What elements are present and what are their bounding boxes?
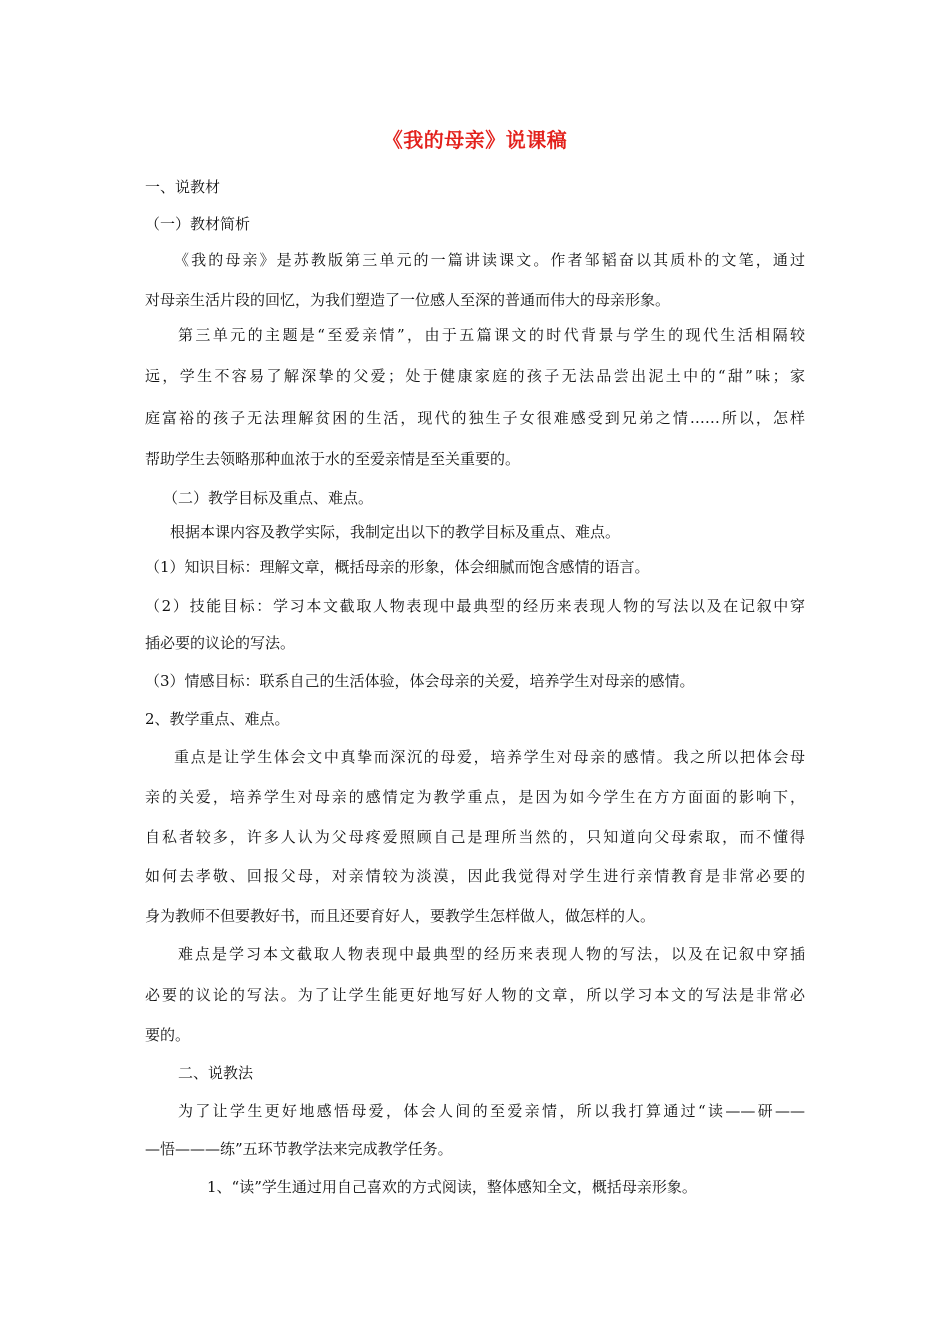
paragraph-line: 身为教师不但要教好书，而且还要育好人，要教学生怎样做人，做怎样的人。 — [145, 907, 656, 925]
paragraph-line: 难点是学习本文截取人物表现中最典型的经历来表现人物的写法，以及在记叙中穿插 — [178, 945, 805, 963]
paragraph-line: 庭富裕的孩子无法理解贫困的生活，现代的独生子女很难感受到兄弟之情……所以，怎样 — [145, 409, 805, 427]
section-heading-teaching-method: 二、说教法 — [178, 1064, 254, 1082]
paragraph-line: 根据本课内容及教学实际，我制定出以下的教学目标及重点、难点。 — [170, 523, 621, 541]
document-title: 《我的母亲》说课稿 — [382, 128, 568, 152]
subsection-heading-analysis: （一）教材简析 — [145, 215, 251, 233]
paragraph-line: 自私者较多，许多人认为父母疼爱照顾自己是理所当然的，只知道向父母索取，而不懂得 — [145, 828, 805, 846]
paragraph-line: 对母亲生活片段的回忆，为我们塑造了一位感人至深的普通而伟大的母亲形象。 — [145, 291, 671, 309]
paragraph-line: 《我的母亲》是苏教版第三单元的一篇讲读课文。作者邹韬奋以其质朴的文笔，通过 — [174, 251, 805, 269]
objective-emotion: （3）情感目标：联系自己的生活体验，体会母亲的关爱，培养学生对母亲的感情。 — [145, 672, 695, 690]
paragraph-line: 帮助学生去领略那种血浓于水的至爱亲情是至关重要的。 — [145, 450, 521, 468]
objective-knowledge: （1）知识目标：理解文章，概括母亲的形象，体会细腻而饱含感情的语言。 — [145, 558, 650, 576]
subsection-heading-key-points: 2、教学重点、难点。 — [145, 710, 290, 728]
paragraph-line: 必要的议论的写法。为了让学生能更好地写好人物的文章，所以学习本文的写法是非常必 — [145, 986, 805, 1004]
paragraph-line: 为了让学生更好地感悟母爱，体会人间的至爱亲情，所以我打算通过“读——研—— — [178, 1102, 805, 1120]
paragraph-line: 插必要的议论的写法。 — [145, 634, 296, 652]
objective-skill: （2）技能目标：学习本文截取人物表现中最典型的经历来表现人物的写法以及在记叙中穿 — [145, 597, 805, 615]
paragraph-line: 重点是让学生体会文中真挚而深沉的母爱，培养学生对母亲的感情。我之所以把体会母 — [174, 748, 805, 766]
section-heading-teaching-material: 一、说教材 — [145, 178, 221, 196]
subsection-heading-objectives: （二）教学目标及重点、难点。 — [163, 489, 374, 507]
paragraph-line: 如何去孝敬、回报父母，对亲情较为淡漠，因此我觉得对学生进行亲情教育是非常必要的 — [145, 867, 805, 885]
paragraph-line: 第三单元的主题是“至爱亲情”，由于五篇课文的时代背景与学生的现代生活相隔较 — [178, 326, 805, 344]
paragraph-line: —悟———练”五环节教学法来完成教学任务。 — [145, 1140, 453, 1158]
method-step-read: 1、“读”学生通过用自己喜欢的方式阅读，整体感知全文，概括母亲形象。 — [207, 1178, 697, 1196]
paragraph-line: 亲的关爱，培养学生对母亲的感情定为教学重点，是因为如今学生在方方面面的影响下， — [145, 788, 805, 806]
paragraph-line: 远，学生不容易了解深挚的父爱；处于健康家庭的孩子无法品尝出泥土中的“甜”味；家 — [145, 367, 805, 385]
paragraph-line: 要的。 — [145, 1026, 191, 1044]
